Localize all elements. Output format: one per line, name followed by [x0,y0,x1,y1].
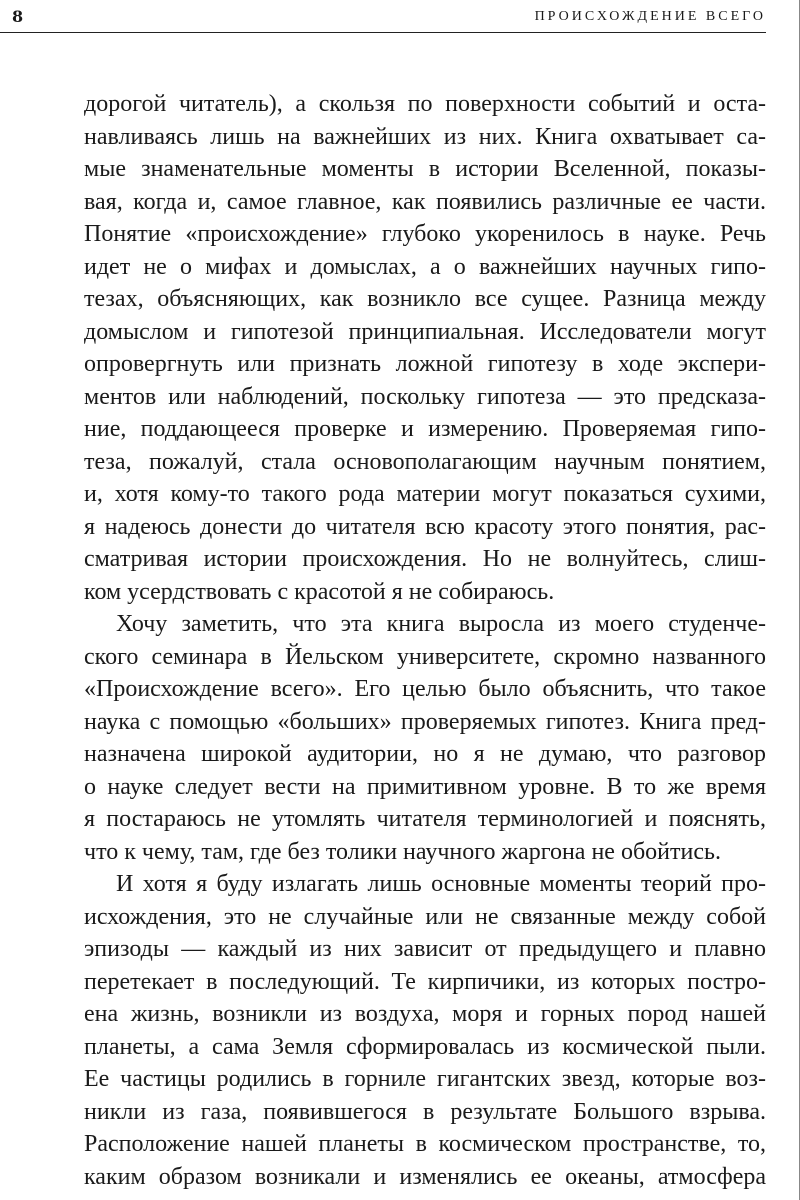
text-line: никли из газа, появившегося в результате Большого взрыва. [84,1098,766,1125]
text-line: я постараюсь не утомлять читателя терминологией и пояснять, [84,806,766,832]
text-line: ского семинара в Йельском университете, скромно названного [84,643,766,670]
body-text [84,88,766,1193]
text-line: Расположение нашей планеты в космическом пространстве, то, [84,1131,766,1157]
header-rule [0,32,766,33]
text-line: планеты, а сама Земля сформировалась из космической пыли. [84,1033,766,1060]
page-number: 8 [12,7,24,26]
text-line: домыслом и гипотезой принципиальная. Исследователи могут [84,318,766,345]
text-line: назначена широкой аудитории, но я не думаю, что разговор [84,741,766,767]
text-line: тезах, объясняющих, как возникло все сущее. Разница между [84,286,766,312]
text-line: наука с помощью «больших» проверяемых гипотез. Книга пред- [84,708,766,735]
text-line: эпизоды — каждый из них зависит от предыдущего и плавно [84,936,766,962]
text-line: И хотя я буду излагать лишь основные моменты теорий про- [116,871,766,897]
text-line: опровергнуть или признать ложной гипотезу в ходе экспери- [84,351,766,377]
text-line: я надеюсь донести до читателя всю красоту этого понятия, рас- [84,513,766,540]
text-line: мые знаменательные моменты в истории Вселенной, показы- [84,156,766,182]
running-title: ПРОИСХОЖДЕНИЕ ВСЕГО [534,9,766,24]
text-line: и, хотя кому-то такого рода материи могут показаться сухими, [84,481,766,507]
paragraph [84,88,766,608]
text-line: ена жизнь, возникли из воздуха, моря и горных пород нашей [84,1001,766,1027]
paragraph [84,868,766,1193]
text-line: ние, поддающееся проверке и измерению. Проверяемая гипо- [84,416,766,442]
text-line: о науке следует вести на примитивном уровне. В то же время [84,773,766,800]
page-header [12,6,766,28]
text-line: теза, пожалуй, стала основополагающим научным понятием, [84,448,766,475]
text-line: что к чему, там, где без толики научного жаргона не обойтись. [84,838,721,865]
text-line: Ее частицы родились в горниле гигантских звезд, которые воз- [84,1066,766,1092]
text-line: исхождения, это не случайные или не связанные между собой [84,903,766,930]
text-line: Хочу заметить, что эта книга выросла из моего студенче- [116,611,766,637]
text-line: сматривая истории происхождения. Но не волнуйтесь, слиш- [84,546,766,572]
text-line: ментов или наблюдений, поскольку гипотеза — это предсказа- [84,383,766,410]
text-line: дорогой читатель), а скользя по поверхности событий и оста- [84,91,766,117]
text-line: идет не о мифах и домыслах, а о важнейших научных гипо- [84,253,766,280]
text-line: Понятие «происхождение» глубоко укоренилось в науке. Речь [84,221,766,247]
paragraph [84,608,766,868]
text-line: перетекает в последующий. Те кирпичики, из которых постро- [84,968,766,995]
text-line: «Происхождение всего». Его целью было объяснить, что такое [84,676,766,702]
text-line: вая, когда и, самое главное, как появились различные ее части. [84,188,766,215]
text-line: навливаясь лишь на важнейших из них. Книга охватывает са- [84,123,766,150]
text-line: каким образом возникали и изменялись ее океаны, атмосфера [84,1163,766,1190]
text-line: ком усердствовать с красотой я не собираюсь. [84,578,555,605]
